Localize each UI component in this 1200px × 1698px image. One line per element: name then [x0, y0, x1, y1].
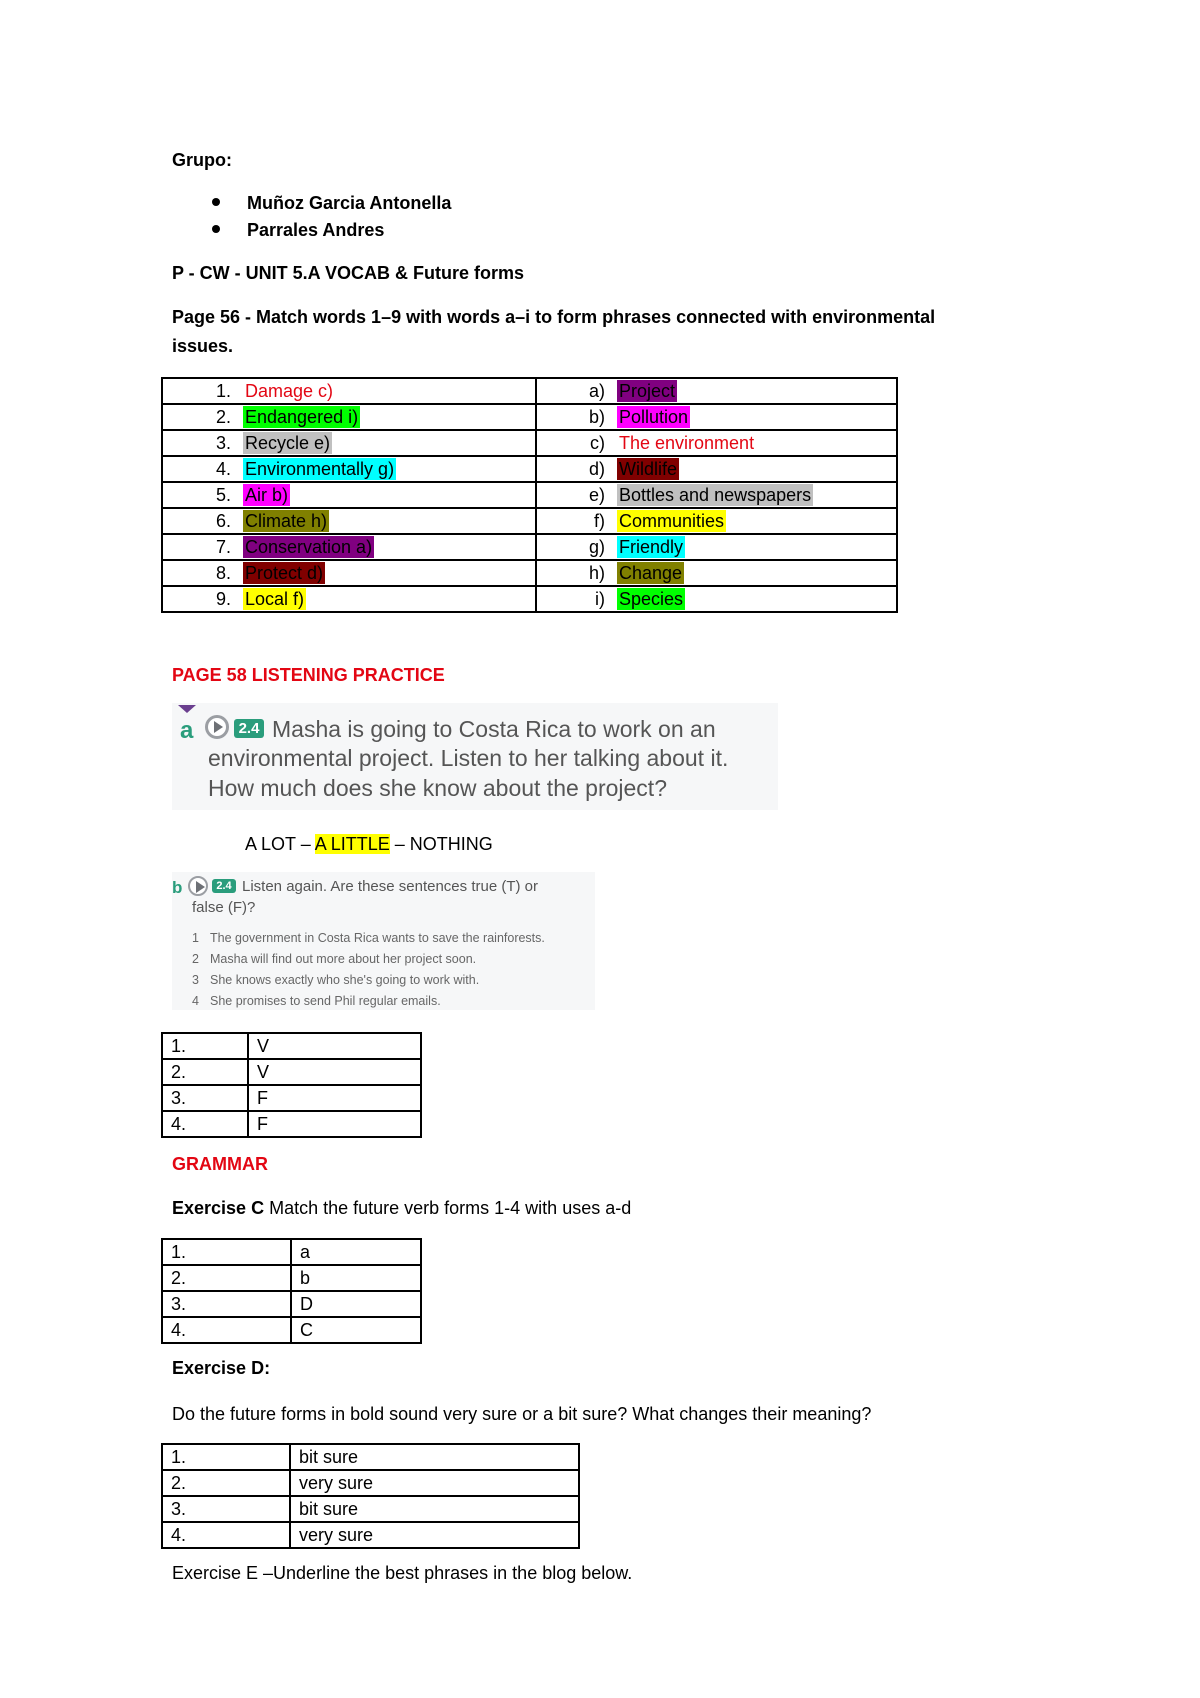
option-nothing: – NOTHING [389, 834, 493, 854]
row-number-cell: 2. [162, 1470, 290, 1496]
vocab-letter: b) [588, 407, 605, 427]
row-number-cell: 1. [162, 1033, 248, 1059]
marker-icon [178, 705, 196, 713]
row-number-cell: 3. [162, 1085, 248, 1111]
play-icon[interactable] [188, 876, 208, 896]
vocab-word-cell [162, 456, 536, 482]
vocab-row [162, 482, 897, 508]
book-a-line-3: How much does she know about the project? [208, 775, 667, 801]
vocab-match-cell [536, 586, 897, 612]
vocab-word-cell [162, 560, 536, 586]
option-a-lot: A LOT – [245, 834, 315, 854]
vocab-word: Endangered i) [245, 407, 359, 427]
book-excerpt-a [172, 703, 778, 810]
vocab-number: 3. [215, 433, 231, 453]
exercise-c-row [162, 1239, 421, 1265]
vocab-letter: c) [590, 433, 605, 453]
exercise-e-instruction: Exercise E –Underline the best phrases in the blog below. [172, 1563, 633, 1583]
vocab-match-word: Communities [619, 511, 725, 531]
track-badge: 2.4 [234, 719, 264, 738]
row-number-cell: 1. [162, 1444, 290, 1470]
vocab-number: 4. [215, 459, 231, 479]
vocab-number: 2. [215, 407, 231, 427]
book-a-line-1: Masha is going to Costa Rica to work on an [272, 716, 716, 742]
answer-cell: bit sure [290, 1444, 579, 1470]
vocab-match-cell [536, 430, 897, 456]
bullet-icon [212, 225, 220, 233]
vocab-word: Protect d) [245, 563, 324, 583]
vocab-match-cell [536, 560, 897, 586]
vocab-match-word: Species [619, 589, 684, 609]
vocab-letter: g) [588, 537, 605, 557]
vocab-word-cell [162, 586, 536, 612]
exercise-c-label: Exercise C [172, 1198, 265, 1218]
answer-cell: F [248, 1085, 421, 1111]
vocab-letter: e) [588, 485, 605, 505]
answer-cell: very sure [290, 1522, 579, 1548]
vocab-match-table [161, 377, 898, 613]
member-2: Parrales Andres [247, 220, 385, 240]
vocab-match-word: The environment [619, 433, 755, 453]
vocab-match-word: Pollution [619, 407, 689, 427]
exercise-d-heading: Exercise D: [172, 1358, 271, 1378]
vocab-letter: h) [588, 563, 605, 583]
book-b-item: 1 The government in Costa Rica wants to save the rainforests. [192, 931, 545, 945]
vocab-word: Environmentally g) [245, 459, 395, 479]
row-number-cell: 4. [162, 1522, 290, 1548]
vocab-match-word: Friendly [619, 537, 684, 557]
vocab-match-cell [536, 378, 897, 404]
exercise-d-row [162, 1522, 579, 1548]
answer-cell: b [291, 1265, 421, 1291]
vocab-word-cell [162, 534, 536, 560]
vocab-word-cell [162, 508, 536, 534]
vocab-word-cell [162, 482, 536, 508]
exercise-c-instruction: Exercise C Match the future verb forms 1-4 with uses a-d [172, 1198, 632, 1218]
answer-cell: V [248, 1033, 421, 1059]
answer-cell: D [291, 1291, 421, 1317]
answer-cell: a [291, 1239, 421, 1265]
vocab-word-cell [162, 430, 536, 456]
exercise-c-row [162, 1265, 421, 1291]
exercise-d-row [162, 1444, 579, 1470]
vocab-number: 9. [215, 589, 231, 609]
book-b-items [192, 928, 545, 1010]
row-number-cell: 2. [162, 1265, 291, 1291]
vocab-match-cell [536, 508, 897, 534]
vocab-number: 1. [215, 381, 231, 401]
vocab-word-cell [162, 404, 536, 430]
row-number-cell: 4. [162, 1317, 291, 1343]
bullet-icon [212, 198, 220, 206]
exercise-letter-a: a [180, 717, 194, 744]
book-b-line-1: Listen again. Are these sentences true (T) or [242, 878, 538, 895]
true-false-row [162, 1033, 421, 1059]
exercise-d-question: Do the future forms in bold sound very sure or a bit sure? What changes their meaning? [172, 1404, 872, 1424]
true-false-table [161, 1032, 422, 1138]
vocab-word: Damage c) [245, 381, 334, 401]
vocab-match-word: Wildlife [619, 459, 678, 479]
true-false-row [162, 1059, 421, 1085]
exercise-c-row [162, 1291, 421, 1317]
vocab-row [162, 430, 897, 456]
vocab-match-cell [536, 482, 897, 508]
row-number-cell: 1. [162, 1239, 291, 1265]
vocab-letter: i) [595, 589, 605, 609]
exercise-letter-b: b [172, 878, 183, 897]
exercise-c-table [161, 1238, 422, 1344]
book-a-line-2: environmental project. Listen to her talking about it. [208, 745, 729, 771]
answer-cell: F [248, 1111, 421, 1137]
row-number-cell: 3. [162, 1496, 290, 1522]
book-b-item: 2 Masha will find out more about her project soon. [192, 952, 477, 966]
book-b-item: 4 She promises to send Phil regular emails. [192, 994, 441, 1008]
vocab-match-word: Project [619, 381, 676, 401]
vocab-letter: d) [588, 459, 605, 479]
vocab-match-word: Bottles and newspapers [619, 485, 812, 505]
row-number-cell: 4. [162, 1111, 248, 1137]
instruction-line-1: Page 56 - Match words 1–9 with words a–i to form phrases connected with environmental [172, 307, 936, 327]
answer-cell: C [291, 1317, 421, 1343]
vocab-row [162, 560, 897, 586]
answer-options [245, 833, 493, 855]
row-number-cell: 3. [162, 1291, 291, 1317]
row-number-cell: 2. [162, 1059, 248, 1085]
vocab-row [162, 456, 897, 482]
vocab-word: Recycle e) [245, 433, 331, 453]
answer-cell: bit sure [290, 1496, 579, 1522]
member-1: Muñoz Garcia Antonella [247, 193, 452, 213]
vocab-number: 7. [215, 537, 231, 557]
vocab-word: Conservation a) [245, 537, 373, 557]
vocab-row [162, 404, 897, 430]
vocab-number: 5. [215, 485, 231, 505]
vocab-row [162, 586, 897, 612]
vocab-match-word: Change [619, 563, 683, 583]
book-excerpt-b [172, 872, 595, 1010]
play-icon[interactable] [205, 715, 229, 739]
vocab-match-cell [536, 456, 897, 482]
group-label: Grupo: [172, 150, 232, 170]
answer-cell: V [248, 1059, 421, 1085]
vocab-letter: a) [588, 381, 605, 401]
instruction-line-2: issues. [172, 336, 234, 356]
answer-cell: very sure [290, 1470, 579, 1496]
grammar-heading: GRAMMAR [172, 1154, 268, 1174]
track-badge: 2.4 [212, 879, 236, 893]
exercise-d-table [161, 1443, 580, 1549]
exercise-c-row [162, 1317, 421, 1343]
vocab-match-cell [536, 534, 897, 560]
vocab-match-cell [536, 404, 897, 430]
vocab-word: Air b) [245, 485, 289, 505]
vocab-row [162, 534, 897, 560]
vocab-row [162, 378, 897, 404]
vocab-number: 8. [215, 563, 231, 583]
vocab-word: Climate h) [245, 511, 328, 531]
vocab-row [162, 508, 897, 534]
vocab-word: Local f) [245, 589, 305, 609]
vocab-word-cell [162, 378, 536, 404]
true-false-row [162, 1111, 421, 1137]
exercise-d-row [162, 1470, 579, 1496]
listening-heading: PAGE 58 LISTENING PRACTICE [172, 665, 445, 685]
book-b-line-2: false (F)? [192, 899, 256, 916]
exercise-d-row [162, 1496, 579, 1522]
book-b-item: 3 She knows exactly who she's going to work with. [192, 973, 480, 987]
true-false-row [162, 1085, 421, 1111]
unit-title: P - CW - UNIT 5.A VOCAB & Future forms [172, 263, 525, 283]
vocab-letter: f) [594, 511, 605, 531]
vocab-number: 6. [215, 511, 231, 531]
option-a-little-highlighted: A LITTLE [314, 834, 390, 854]
